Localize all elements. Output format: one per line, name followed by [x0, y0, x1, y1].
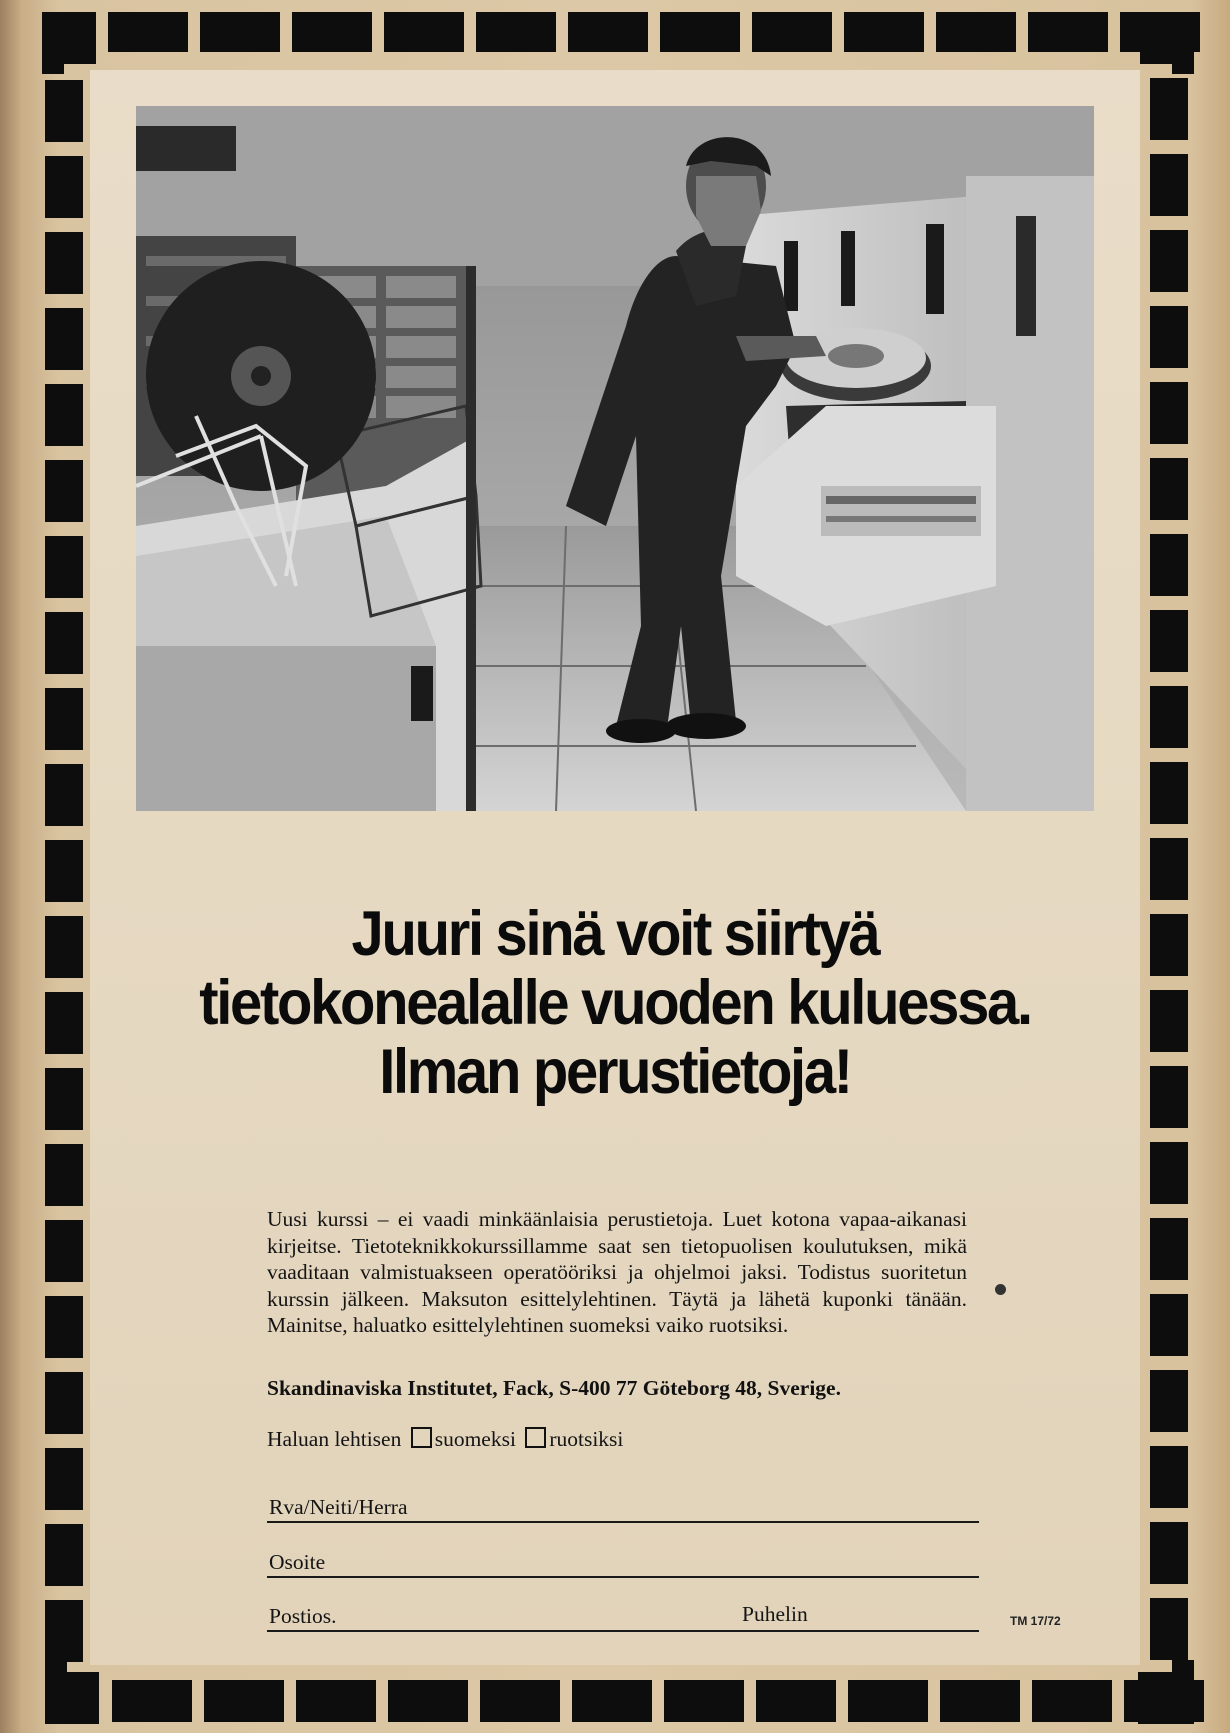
border-dash: [45, 308, 83, 370]
border-dash: [42, 12, 64, 74]
border-dash: [1150, 534, 1188, 596]
border-dash: [1150, 1218, 1188, 1280]
border-dash: [940, 1680, 1020, 1722]
border-dash: [1172, 1660, 1194, 1720]
border-dash: [45, 688, 83, 750]
border-dash: [1150, 610, 1188, 672]
border-dash: [1150, 1446, 1188, 1508]
border-dash: [1032, 1680, 1112, 1722]
address-field-label: Osoite: [269, 1550, 326, 1574]
border-dash: [45, 232, 83, 294]
brochure-request-row: [267, 1427, 623, 1452]
border-dash: [292, 12, 372, 52]
border-dash: [660, 12, 740, 52]
border-dash: [1150, 838, 1188, 900]
border-dash: [1150, 458, 1188, 520]
border-dash: [112, 1680, 192, 1722]
border-dash: [45, 80, 83, 142]
border-dash: [45, 840, 83, 902]
border-dash: [1150, 914, 1188, 976]
border-dash: [1150, 1142, 1188, 1204]
border-dash: [45, 1600, 83, 1662]
border-dash: [572, 1680, 652, 1722]
headline-line-2: tietokonealalle vuoden kuluessa.: [199, 968, 1031, 1038]
phone-field-label: Puhelin: [742, 1602, 808, 1626]
border-dash: [1150, 230, 1188, 292]
border-dash: [45, 1220, 83, 1282]
border-dash: [480, 1680, 560, 1722]
border-dash: [1150, 78, 1188, 140]
headline-line-3: Ilman perustietoja!: [379, 1037, 851, 1107]
swedish-option-label: ruotsiksi: [549, 1427, 624, 1451]
border-dash: [45, 916, 83, 978]
border-dash: [45, 1660, 67, 1720]
postal-phone-field[interactable]: [267, 1600, 979, 1632]
border-dash: [848, 1680, 928, 1722]
finnish-checkbox[interactable]: [411, 1427, 432, 1448]
postal-field-label: Postios.: [269, 1604, 337, 1628]
border-dash: [752, 12, 832, 52]
border-dash: [936, 12, 1016, 52]
border-dash: [45, 460, 83, 522]
border-dash: [45, 384, 83, 446]
address-field[interactable]: [267, 1546, 979, 1578]
headline: [150, 900, 1079, 1107]
border-dash: [568, 12, 648, 52]
print-speck: [995, 1284, 1006, 1295]
computer-room-photo: [136, 106, 1094, 811]
border-dash: [388, 1680, 468, 1722]
border-dash: [1150, 154, 1188, 216]
border-dash: [108, 12, 188, 52]
border-dash: [45, 1144, 83, 1206]
border-dash: [756, 1680, 836, 1722]
border-dash: [1150, 1522, 1188, 1584]
border-dash: [45, 1524, 83, 1586]
border-dash: [476, 12, 556, 52]
border-dash: [1150, 1294, 1188, 1356]
company-address: Skandinaviska Institutet, Fack, S-400 77 Göteborg 48, Sverige.: [267, 1376, 841, 1400]
border-dash: [1150, 306, 1188, 368]
border-dash: [1150, 990, 1188, 1052]
border-dash: [844, 12, 924, 52]
border-dash: [1172, 12, 1194, 74]
border-dash: [1150, 1370, 1188, 1432]
headline-line-1: Juuri sinä voit siirtyä: [351, 899, 879, 969]
name-field[interactable]: [267, 1491, 979, 1523]
border-dash: [45, 536, 83, 598]
border-dash: [1150, 686, 1188, 748]
border-dash: [45, 612, 83, 674]
swedish-checkbox[interactable]: [525, 1427, 546, 1448]
body-text: Uusi kurssi – ei vaadi minkäänlaisia perustietoja. Luet kotona vapaa-aikanasi kirjeitse. Tietoteknikkokurssillamme saat sen tietopuolisen koulutuksen, mikä vaaditaan valmistuakseen operatööriksi ja ohjelmoi jaksi. Todistus suoritetun kurssin jälkeen. Maksuton esittelylehtinen. Täytä ja lähetä kuponki tänään. Mainitse, haluatko esittelylehtinen suomeksi vaiko ruotsiksi.: [267, 1207, 967, 1337]
border-dash: [1150, 382, 1188, 444]
ad-code: TM 17/72: [1010, 1614, 1061, 1628]
border-dash: [45, 1448, 83, 1510]
request-label: Haluan lehtisen: [267, 1427, 402, 1451]
border-dash: [1150, 762, 1188, 824]
border-dash: [45, 764, 83, 826]
border-dash: [45, 1296, 83, 1358]
name-field-label: Rva/Neiti/Herra: [269, 1495, 408, 1519]
border-dash: [384, 12, 464, 52]
border-dash: [1150, 1066, 1188, 1128]
finnish-option-label: suomeksi: [434, 1427, 516, 1451]
border-dash: [204, 1680, 284, 1722]
border-dash: [296, 1680, 376, 1722]
border-dash: [1028, 12, 1108, 52]
border-dash: [45, 156, 83, 218]
border-dash: [200, 12, 280, 52]
border-dash: [45, 1372, 83, 1434]
border-dash: [1150, 1598, 1188, 1660]
border-dash: [45, 992, 83, 1054]
border-dash: [45, 1068, 83, 1130]
border-dash: [664, 1680, 744, 1722]
